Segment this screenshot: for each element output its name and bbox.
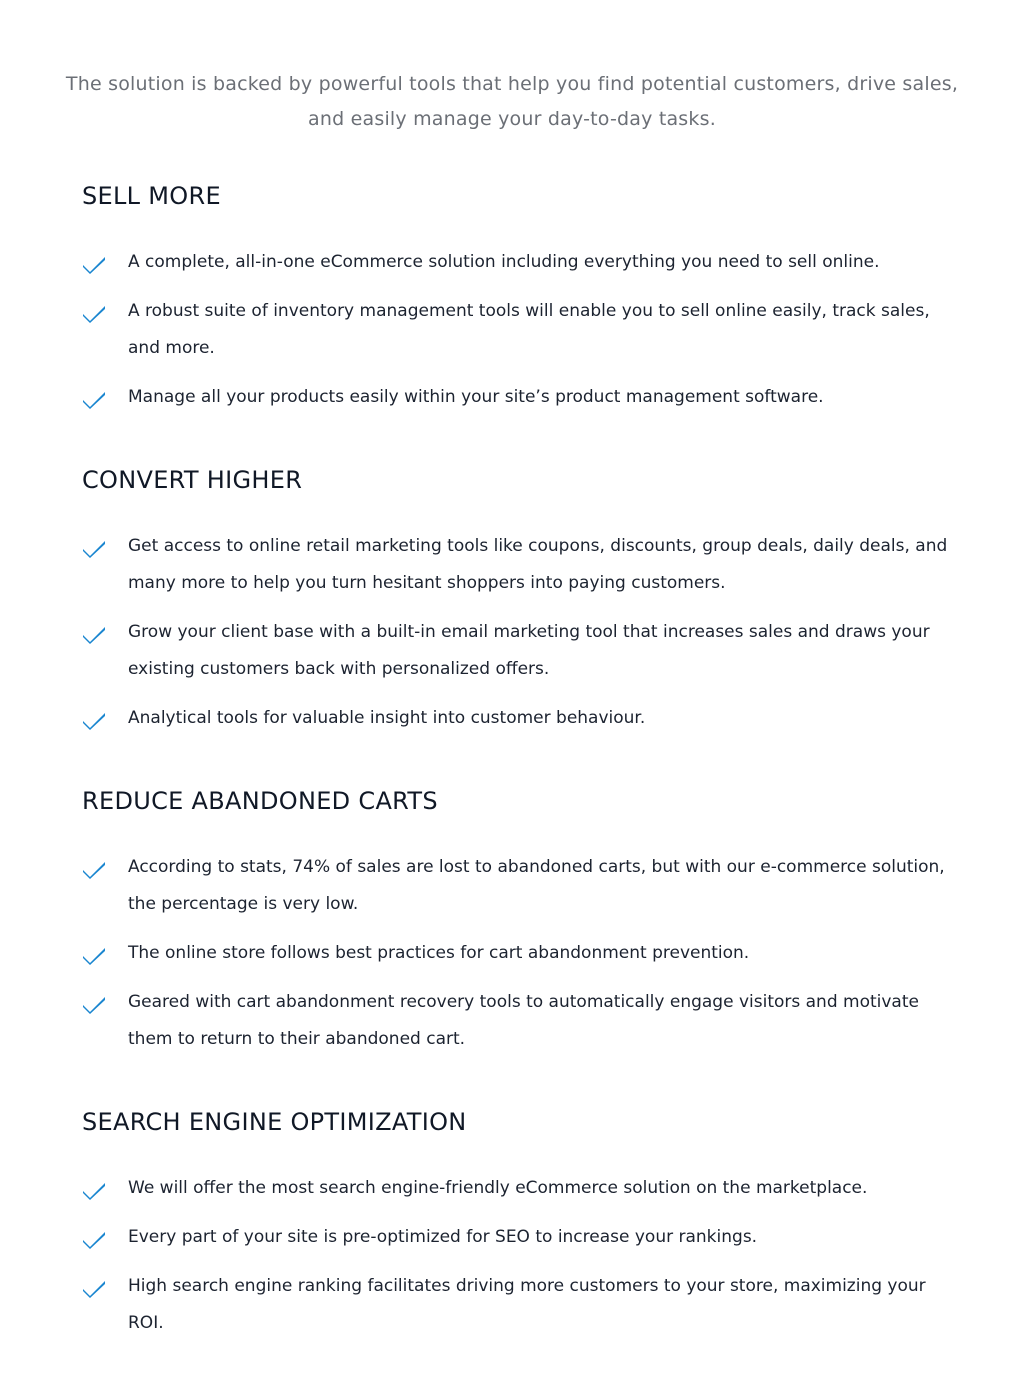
feature-list [82, 244, 952, 416]
feature-sections [82, 170, 952, 1380]
list-item [82, 849, 952, 923]
list-item [82, 1170, 952, 1207]
list-item [82, 1268, 952, 1342]
checkmark-icon [82, 709, 106, 731]
list-item-text: The online store follows best practices for cart abandonment prevention. [128, 943, 750, 963]
checkmark-icon [82, 993, 106, 1015]
list-item [82, 379, 952, 416]
feature-list [82, 528, 952, 737]
checkmark-icon [82, 388, 106, 410]
list-item [82, 293, 952, 367]
section-search-engine-optimization [82, 1096, 952, 1342]
checkmark-icon [82, 253, 106, 275]
list-item-text: High search engine ranking facilitates driving more customers to your store, maximizing your ROI. [128, 1276, 926, 1333]
checkmark-icon [82, 1179, 106, 1201]
list-item [82, 700, 952, 737]
list-item-text: Get access to online retail marketing tools like coupons, discounts, group deals, daily deals, and many more to help you turn hesitant shoppers into paying customers. [128, 536, 948, 593]
checkmark-icon [82, 944, 106, 966]
section-title: SELL MORE [82, 182, 221, 210]
feature-list [82, 849, 952, 1058]
section-reduce-abandoned-carts [82, 775, 952, 1058]
feature-list [82, 1170, 952, 1342]
section-sell-more [82, 170, 952, 416]
list-item-text: Manage all your products easily within your site’s product management software. [128, 387, 824, 407]
list-item-text: According to stats, 74% of sales are lost to abandoned carts, but with our e-commerce solution, the percentage is very low. [128, 857, 945, 914]
checkmark-icon [82, 623, 106, 645]
list-item [82, 244, 952, 281]
list-item-text: A complete, all-in-one eCommerce solution including everything you need to sell online. [128, 252, 880, 272]
list-item [82, 935, 952, 972]
section-title: CONVERT HIGHER [82, 466, 303, 494]
list-item-text: We will offer the most search engine-friendly eCommerce solution on the marketplace. [128, 1178, 868, 1198]
checkmark-icon [82, 1277, 106, 1299]
intro-text: The solution is backed by powerful tools that help you find potential customers, drive sales, and easily manage your day-to-day tasks. [65, 73, 959, 130]
list-item [82, 614, 952, 688]
checkmark-icon [82, 302, 106, 324]
list-item-text: Every part of your site is pre-optimized for SEO to increase your rankings. [128, 1227, 758, 1247]
list-item [82, 1219, 952, 1256]
section-title: SEARCH ENGINE OPTIMIZATION [82, 1108, 467, 1136]
checkmark-icon [82, 858, 106, 880]
checkmark-icon [82, 537, 106, 559]
list-item [82, 528, 952, 602]
list-item-text: A robust suite of inventory management tools will enable you to sell online easily, track sales, and more. [128, 301, 930, 358]
list-item [82, 984, 952, 1058]
list-item-text: Grow your client base with a built-in email marketing tool that increases sales and draws your existing customers back with personalized offers. [128, 622, 930, 679]
checkmark-icon [82, 1228, 106, 1250]
list-item-text: Geared with cart abandonment recovery tools to automatically engage visitors and motivate them to return to their abandoned cart. [128, 992, 919, 1049]
section-convert-higher [82, 454, 952, 737]
section-title: REDUCE ABANDONED CARTS [82, 787, 438, 815]
list-item-text: Analytical tools for valuable insight into customer behaviour. [128, 708, 646, 728]
